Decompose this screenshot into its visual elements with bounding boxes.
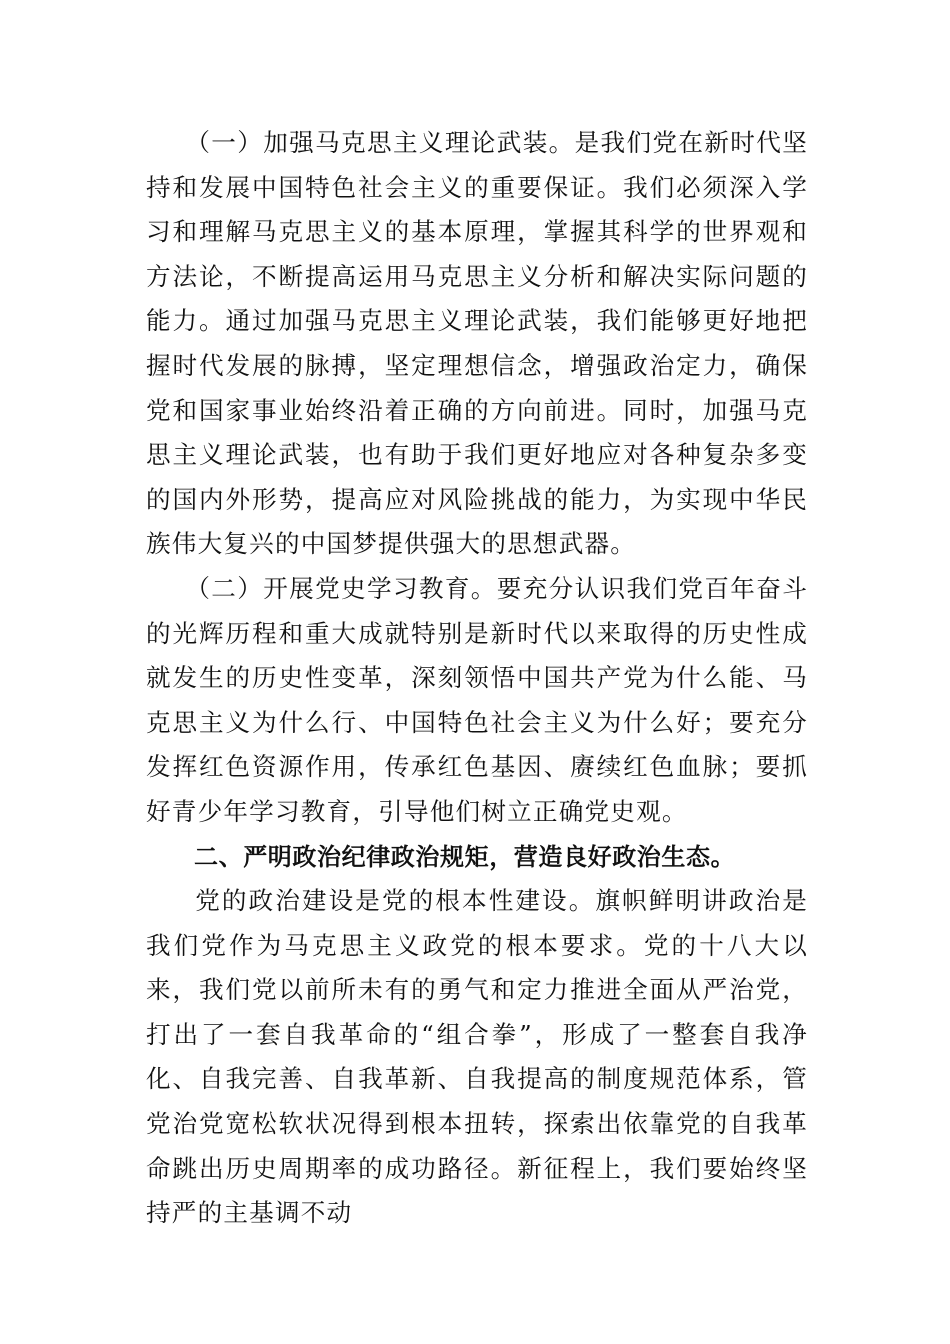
document-page [146, 121, 808, 1236]
section-heading: 二、严明政治纪律政治规矩，营造良好政治生态。 [194, 842, 736, 871]
paragraph-theory-armament: （一）加强马克思主义理论武装。是我们党在新时代坚持和发展中国特色社会主义的重要保证。我们必须深入学习和理解马克思主义的基本原理，掌握其科学的世界观和方法论，不断提高运用马克思主义分析和解决实际问题的能力。通过加强马克思主义理论武装，我们能够更好地把握时代发展的脉搏，坚定理想信念，增强政治定力，确保党和国家事业始终沿着正确的方向前进。同时，加强马克思主义理论武装，也有助于我们更好地应对各种复杂多变的国内外形势，提高应对风险挑战的能力，为实现中华民族伟大复兴的中国梦提供强大的思想武器。 [146, 128, 808, 559]
paragraph-party-history-education: （二）开展党史学习教育。要充分认识我们党百年奋斗的光辉历程和重大成就特别是新时代以来取得的历史性成就发生的历史性变革，深刻领悟中国共产党为什么能、马克思主义为什么行、中国特色社会主义为什么好；要充分发挥红色资源作用，传承红色基因、赓续红色血脉；要抓好青少年学习教育，引导他们树立正确党史观。 [146, 573, 808, 826]
paragraph-political-construction: 党的政治建设是党的根本性建设。旗帜鲜明讲政治是我们党作为马克思主义政党的根本要求。党的十八大以来，我们党以前所未有的勇气和定力推进全面从严治党，打出了一套自我革命的“组合拳”，形成了一整套自我净化、自我完善、自我革新、自我提高的制度规范体系，管党治党宽松软状况得到根本扭转，探索出依靠党的自我革命跳出历史周期率的成功路径。新征程上，我们要始终坚持严的主基调不动 [146, 886, 808, 1228]
